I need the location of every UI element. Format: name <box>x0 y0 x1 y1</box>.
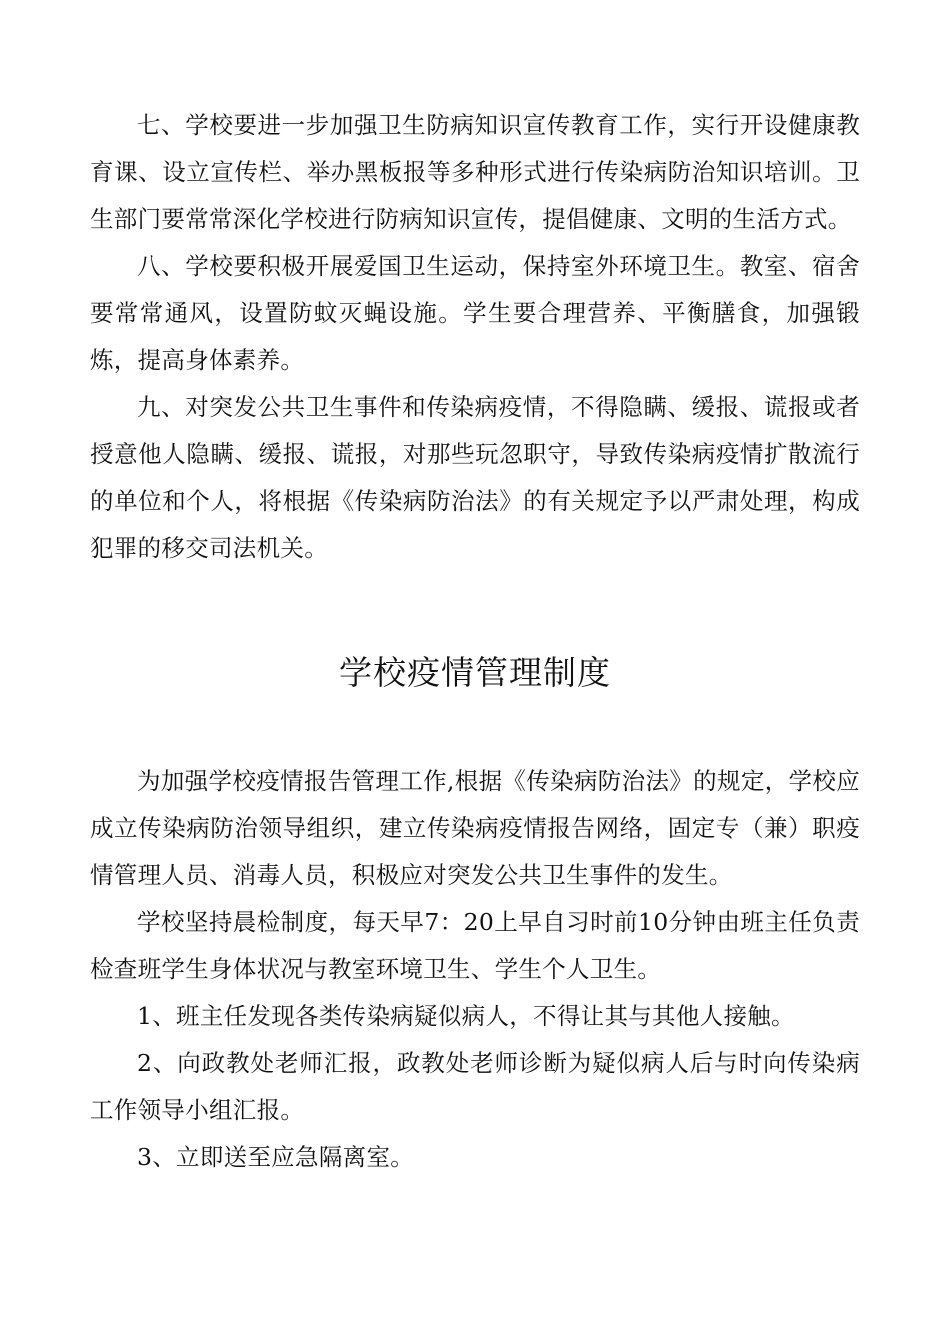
step-three-paragraph: 3、立即送至应急隔离室。 <box>137 1143 415 1171</box>
article-eight-paragraph: 八、学校要积极开展爱国卫生运动，保持室外环境卫生。教室、宿舍要常常通风，设置防蚊灭蝇设施。学生要合理营养、平衡膳食，加强锻炼，提高身体素养。 <box>90 252 860 374</box>
article-nine-paragraph: 九、对突发公共卫生事件和传染病疫情，不得隐瞒、缓报、谎报或者授意他人隐瞒、缓报、谎报，对那些玩忽职守，导致传染病疫情扩散流行的单位和个人，将根据《传染病防治法》的有关规定予以严肃处理，构成犯罪的移交司法机关。 <box>90 393 860 562</box>
management-rules-body <box>90 758 860 1181</box>
document-title: 学校疫情管理制度 <box>339 653 611 692</box>
article-seven-paragraph: 七、学校要进一步加强卫生防病知识宣传教育工作，实行开设健康教育课、设立宣传栏、举办黑板报等多种形式进行传染病防治知识培训。卫生部门要常常深化学校进行防病知识宣传，提倡健康、文明的生活方式。 <box>90 111 860 233</box>
morning-check-paragraph: 学校坚持晨检制度，每天早7：20上早自习时前10分钟由班主任负责检查班学生身体状况与教室环境卫生、学生个人卫生。 <box>90 908 860 983</box>
step-two-paragraph: 2、向政教处老师汇报，政教处老师诊断为疑似病人后与时向传染病工作领导小组汇报。 <box>90 1049 860 1124</box>
step-one-paragraph: 1、班主任发现各类传染病疑似病人，不得让其与其他人接触。 <box>137 1002 795 1030</box>
preceding-articles <box>90 102 860 572</box>
intro-paragraph: 为加强学校疫情报告管理工作,根据《传染病防治法》的规定，学校应成立传染病防治领导组织，建立传染病疫情报告网络，固定专（兼）职疫情管理人员、消毒人员，积极应对突发公共卫生事件的发生。 <box>90 767 860 889</box>
